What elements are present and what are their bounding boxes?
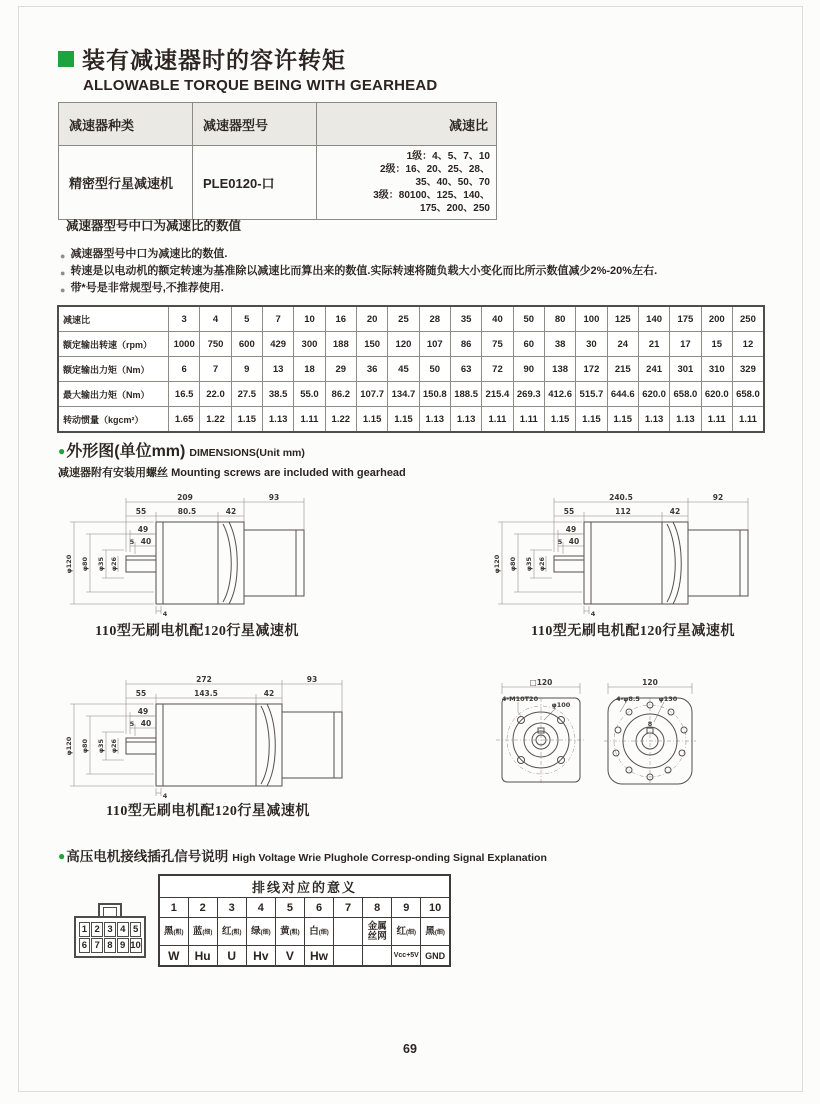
signal-name-cell	[363, 946, 392, 967]
signal-name-cell: Vcc+5V	[392, 946, 421, 967]
spec-cell: 38.5	[262, 382, 293, 407]
spec-cell: 72	[482, 357, 513, 382]
pin-number-cell: 9	[392, 898, 421, 918]
spec-cell: 9	[231, 357, 262, 382]
pin-number-cell: 8	[363, 898, 392, 918]
wire-color-cell	[334, 918, 363, 946]
spec-cell: 1.13	[419, 407, 450, 433]
ratio-line: 35、40、50、70	[415, 177, 490, 188]
dim-label: φ80	[509, 556, 517, 572]
dim-label: 55	[135, 507, 147, 516]
connector-diagram	[74, 903, 146, 958]
spec-cell: 138	[544, 357, 575, 382]
table-row	[59, 146, 497, 220]
signal-heading	[58, 845, 547, 866]
signal-name-cell: U	[217, 946, 246, 967]
spec-cell: 140	[638, 306, 669, 332]
note-item: ● 带*号是非常规型号,不推荐使用.	[60, 281, 760, 298]
spec-cell: 1.11	[732, 407, 764, 433]
dim-label: 80.5	[177, 507, 197, 516]
notes-list	[60, 247, 760, 298]
wire-color-cell: 金属丝网	[363, 918, 392, 946]
spec-cell: 90	[513, 357, 544, 382]
dim-label: φ120	[65, 736, 73, 756]
gearhead-model-table	[58, 102, 497, 220]
spec-cell: 1.11	[701, 407, 732, 433]
dimensions-sub-zh: 减速器附有安装用螺丝	[58, 467, 168, 479]
wire-color-cell: 绿(细)	[246, 918, 275, 946]
spec-cell: 1.65	[169, 407, 200, 433]
pin-number-cell: 10	[421, 898, 450, 918]
spec-cell: 27.5	[231, 382, 262, 407]
dim-label: 5	[129, 538, 135, 546]
signal-table-title: 排线对应的意义	[159, 875, 450, 898]
signal-name-cell: Hu	[188, 946, 217, 967]
spec-cell: 45	[388, 357, 419, 382]
dim-label: φ35	[97, 738, 105, 754]
spec-cell: 215	[607, 357, 638, 382]
signal-table-title-row	[159, 875, 450, 898]
bullet-icon: ●	[60, 251, 66, 261]
ratio-line: 2级：16、20、25、28、	[379, 164, 490, 175]
note-item: ● 减速器型号中口为减速比的数值.	[60, 247, 760, 264]
dim-label: 40	[568, 537, 580, 546]
spec-cell: 29	[325, 357, 356, 382]
spec-cell: 38	[544, 332, 575, 357]
spec-cell: 200	[701, 306, 732, 332]
gearhead-model-cell: PLE0120-口	[193, 146, 317, 220]
spec-cell: 25	[388, 306, 419, 332]
spec-cell: 215.4	[482, 382, 513, 407]
spec-cell: 40	[482, 306, 513, 332]
wire-color-row	[159, 918, 450, 946]
dim-label: φ80	[81, 738, 89, 754]
spec-row-label: 额定输出转速（rpm）	[58, 332, 169, 357]
drawing-caption: 110型无刷电机配120行星减速机	[531, 624, 735, 639]
connector-pin: 7	[91, 938, 103, 953]
wire-color-cell: 黄(粗)	[275, 918, 304, 946]
dim-label: 93	[268, 493, 280, 502]
spec-cell: 175	[670, 306, 701, 332]
spec-inertia-row	[58, 407, 764, 433]
spec-cell: 750	[200, 332, 231, 357]
drawing-caption: 110型无刷电机配120行星减速机	[95, 624, 299, 639]
spec-cell: 86	[450, 332, 481, 357]
connector-pin: 2	[91, 922, 103, 937]
spec-row-label: 额定输出力矩（Nm）	[58, 357, 169, 382]
dim-label: φ80	[81, 556, 89, 572]
bullet-icon: ●	[60, 268, 66, 278]
spec-cell: 600	[231, 332, 262, 357]
spec-cell: 5	[231, 306, 262, 332]
dim-label: 4	[162, 610, 168, 618]
spec-cell: 301	[670, 357, 701, 382]
wire-color-cell: 红(粗)	[217, 918, 246, 946]
dimensions-title-zh: 外形图(单位mm)	[66, 443, 186, 460]
signal-title-en: High Voltage Wrie Plughole Corresp-onding Signal Explanation	[232, 852, 547, 864]
spec-cell: 1.15	[356, 407, 387, 433]
dimension-drawing-2	[486, 492, 780, 618]
spec-cell: 80	[544, 306, 575, 332]
spec-cell: 1.11	[294, 407, 325, 433]
dim-label: 40	[140, 537, 152, 546]
dim-label: 5	[129, 720, 135, 728]
spec-cell: 107.7	[356, 382, 387, 407]
spec-cell: 63	[450, 357, 481, 382]
ratio-line: 3级：80100、125、140、	[373, 190, 490, 201]
spec-cell: 120	[388, 332, 419, 357]
spec-row-label: 减速比	[58, 306, 169, 332]
spec-cell: 150.8	[419, 382, 450, 407]
page-title-en: ALLOWABLE TORQUE BEING WITH GEARHEAD	[83, 77, 438, 94]
table-header-row	[59, 103, 497, 146]
spec-cell: 1.22	[200, 407, 231, 433]
wire-color-cell: 蓝(细)	[188, 918, 217, 946]
spec-cell: 60	[513, 332, 544, 357]
spec-cell: 241	[638, 357, 669, 382]
dim-label: 42	[263, 689, 275, 698]
spec-torque-row	[58, 357, 764, 382]
gearhead-type-cell: 精密型行星减速机	[59, 146, 193, 220]
spec-cell: 644.6	[607, 382, 638, 407]
spec-cell: 658.0	[732, 382, 764, 407]
spec-cell: 1.11	[513, 407, 544, 433]
spec-cell: 18	[294, 357, 325, 382]
spec-ratio-row	[58, 306, 764, 332]
dim-label: 93	[306, 675, 318, 684]
spec-cell: 35	[450, 306, 481, 332]
spec-cell: 1.15	[231, 407, 262, 433]
connector-pin: 1	[79, 922, 91, 937]
green-dot-icon: ●	[58, 849, 66, 863]
dim-label: φ130	[658, 695, 678, 703]
wire-color-cell: 白(细)	[304, 918, 333, 946]
connector-pin: 10	[130, 939, 141, 951]
spec-row-label: 最大输出力矩（Nm）	[58, 382, 169, 407]
dim-label: 4-M10T20	[501, 695, 539, 703]
spec-cell: 172	[576, 357, 607, 382]
connector-pin: 8	[104, 938, 116, 953]
bullet-icon: ●	[60, 285, 66, 295]
dim-label: 240.5	[609, 493, 633, 502]
spec-cell: 620.0	[638, 382, 669, 407]
signal-name-cell: Hv	[246, 946, 275, 967]
dimensions-heading	[58, 438, 406, 480]
spec-cell: 107	[419, 332, 450, 357]
dim-label: 120	[642, 678, 658, 687]
spec-cell: 30	[576, 332, 607, 357]
spec-cell: 1.15	[607, 407, 638, 433]
spec-cell: 13	[262, 357, 293, 382]
spec-cell: 16.5	[169, 382, 200, 407]
spec-cell: 1000	[169, 332, 200, 357]
col-header-ratio: 减速比	[317, 103, 497, 146]
spec-cell: 21	[638, 332, 669, 357]
spec-cell: 10	[294, 306, 325, 332]
spec-cell: 1.11	[482, 407, 513, 433]
spec-cell: 429	[262, 332, 293, 357]
spec-cell: 7	[200, 357, 231, 382]
dim-label: φ120	[493, 554, 501, 574]
ratio-line: 1级：4、5、7、10	[406, 151, 490, 162]
ratio-line: 175、200、250	[419, 203, 490, 214]
spec-cell: 1.13	[450, 407, 481, 433]
dim-label: 55	[135, 689, 147, 698]
signal-name-cell	[334, 946, 363, 967]
signal-name-cell: Hw	[304, 946, 333, 967]
dim-label: 209	[177, 493, 193, 502]
note-item: ● 转速是以电动机的额定转速为基准除以减速比而算出来的数值.实际转速将随负载大小变化而比所示数值减少2%-20%左右.	[60, 264, 760, 281]
signal-table	[158, 874, 451, 967]
dim-label: 49	[137, 525, 149, 534]
pin-number-cell: 3	[217, 898, 246, 918]
spec-cell: 24	[607, 332, 638, 357]
spec-cell: 100	[576, 306, 607, 332]
dim-label: 272	[196, 675, 212, 684]
dim-label: 40	[140, 719, 152, 728]
connector-row-2	[78, 937, 142, 953]
pin-number-cell: 6	[304, 898, 333, 918]
gearhead-table-footnote: 减速器型号中口为减速比的数值	[66, 219, 242, 233]
spec-cell: 12	[732, 332, 764, 357]
spec-cell: 86.2	[325, 382, 356, 407]
dim-label: φ26	[110, 738, 118, 754]
spec-cell: 269.3	[513, 382, 544, 407]
spec-cell: 1.15	[544, 407, 575, 433]
spec-cell: 50	[513, 306, 544, 332]
dimension-drawing-3	[58, 674, 358, 800]
connector-pin: 3	[104, 922, 116, 937]
spec-cell: 20	[356, 306, 387, 332]
spec-cell: 55.0	[294, 382, 325, 407]
dim-label: φ100	[551, 701, 571, 709]
spec-cell: 50	[419, 357, 450, 382]
signal-title-zh: 高压电机接线插孔信号说明	[66, 849, 229, 864]
spec-table	[57, 305, 765, 433]
spec-cell: 1.15	[576, 407, 607, 433]
spec-cell: 188	[325, 332, 356, 357]
connector-pin: 6	[79, 938, 91, 953]
dim-label: φ26	[110, 556, 118, 572]
spec-cell: 28	[419, 306, 450, 332]
col-header-type: 减速器种类	[59, 103, 193, 146]
spec-cell: 150	[356, 332, 387, 357]
connector-row-1	[78, 921, 142, 937]
spec-cell: 620.0	[701, 382, 732, 407]
dim-label: 55	[563, 507, 575, 516]
spec-cell: 7	[262, 306, 293, 332]
dim-label: φ120	[65, 554, 73, 574]
dim-label: φ35	[525, 556, 533, 572]
dim-label: 4	[162, 792, 168, 800]
spec-cell: 1.13	[262, 407, 293, 433]
dim-label: 4-φ8.5	[616, 695, 640, 703]
wire-color-cell: 黑(细)	[421, 918, 450, 946]
dim-label: 8	[647, 720, 653, 728]
wire-color-cell: 黑(粗)	[159, 918, 188, 946]
green-dot-icon: ●	[58, 444, 66, 458]
connector-pin: 5	[130, 922, 142, 937]
connector-body	[74, 916, 146, 958]
spec-cell: 1.13	[638, 407, 669, 433]
dim-label: 49	[565, 525, 577, 534]
gearhead-ratio-cell	[317, 146, 497, 220]
spec-cell: 6	[169, 357, 200, 382]
spec-cell: 300	[294, 332, 325, 357]
dim-label: 49	[137, 707, 149, 716]
spec-cell: 515.7	[576, 382, 607, 407]
pin-number-cell: 2	[188, 898, 217, 918]
page-title-zh: 装有减速器时的容许转矩	[82, 47, 346, 73]
spec-cell: 4	[200, 306, 231, 332]
spec-cell: 22.0	[200, 382, 231, 407]
dimensions-sub-en: Mounting screws are included with gearhead	[171, 467, 406, 479]
spec-cell: 16	[325, 306, 356, 332]
spec-cell: 658.0	[670, 382, 701, 407]
signal-name-cell: GND	[421, 946, 450, 967]
spec-cell: 75	[482, 332, 513, 357]
wire-color-cell: 红(细)	[392, 918, 421, 946]
spec-maxtorque-row	[58, 382, 764, 407]
spec-cell: 15	[701, 332, 732, 357]
signal-name-row	[159, 946, 450, 967]
dim-label: □120	[529, 678, 553, 687]
dim-label: 42	[669, 507, 681, 516]
signal-name-cell: V	[275, 946, 304, 967]
dim-label: 92	[712, 493, 724, 502]
pin-number-cell: 1	[159, 898, 188, 918]
signal-name-cell: W	[159, 946, 188, 967]
spec-row-label: 转动惯量（kgcm²）	[58, 407, 169, 433]
page-number: 69	[403, 1042, 417, 1056]
flange-drawing-round	[598, 678, 702, 790]
pin-number-cell: 5	[275, 898, 304, 918]
dim-label: 5	[557, 538, 563, 546]
drawing-caption: 110型无刷电机配120行星减速机	[106, 804, 310, 819]
flange-drawing-square	[488, 678, 592, 790]
page-header	[58, 42, 437, 94]
spec-cell: 1.15	[388, 407, 419, 433]
dim-label: φ26	[538, 556, 546, 572]
spec-cell: 3	[169, 306, 200, 332]
spec-cell: 1.22	[325, 407, 356, 433]
spec-cell: 1.13	[670, 407, 701, 433]
spec-cell: 125	[607, 306, 638, 332]
dim-label: 42	[225, 507, 237, 516]
dim-label: 143.5	[194, 689, 218, 698]
spec-cell: 412.6	[544, 382, 575, 407]
dim-label: 4	[590, 610, 596, 618]
connector-pin: 4	[117, 922, 129, 937]
spec-cell: 310	[701, 357, 732, 382]
dim-label: 112	[615, 507, 631, 516]
green-square-bullet	[58, 51, 74, 67]
connector-pin: 9	[117, 938, 129, 953]
spec-cell: 36	[356, 357, 387, 382]
pin-number-cell: 4	[246, 898, 275, 918]
spec-cell: 17	[670, 332, 701, 357]
pin-number-row	[159, 898, 450, 918]
spec-cell: 250	[732, 306, 764, 332]
spec-speed-row	[58, 332, 764, 357]
dim-label: φ35	[97, 556, 105, 572]
col-header-model: 减速器型号	[193, 103, 317, 146]
spec-cell: 188.5	[450, 382, 481, 407]
spec-cell: 134.7	[388, 382, 419, 407]
dimension-drawing-1	[58, 492, 336, 618]
dimensions-title-en: DIMENSIONS(Unit mm)	[189, 447, 305, 459]
pin-number-cell: 7	[334, 898, 363, 918]
spec-cell: 329	[732, 357, 764, 382]
